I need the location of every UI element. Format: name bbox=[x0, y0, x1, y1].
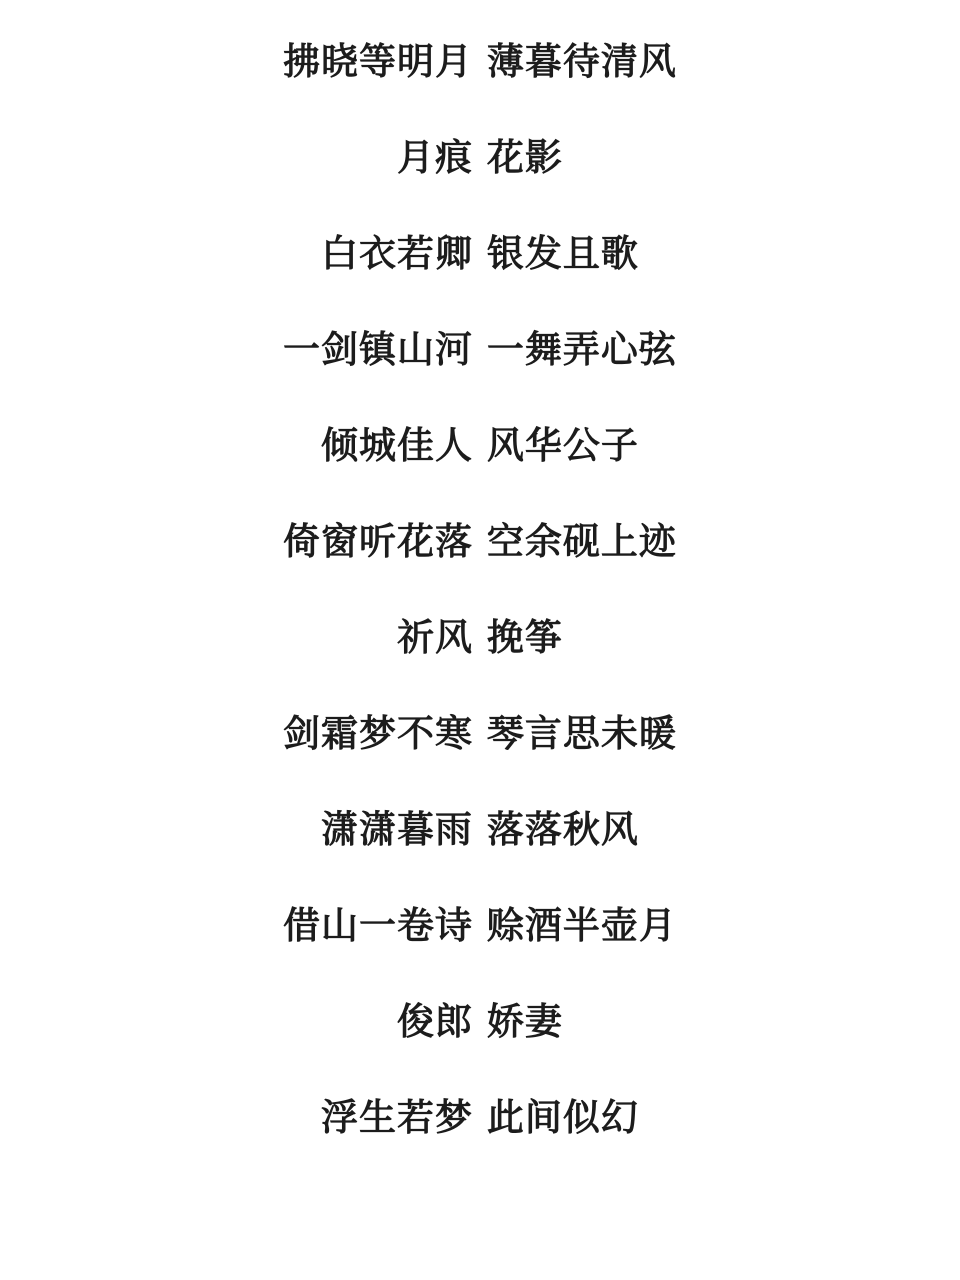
text-line: 浮生若梦 此间似幻 bbox=[321, 1096, 639, 1140]
text-line: 拂晓等明月 薄暮待清风 bbox=[283, 40, 677, 84]
text-line: 白衣若卿 银发且歌 bbox=[321, 232, 639, 276]
text-line: 祈风 挽筝 bbox=[397, 616, 563, 660]
text-line: 潇潇暮雨 落落秋风 bbox=[321, 808, 639, 852]
text-line: 借山一卷诗 赊酒半壶月 bbox=[283, 904, 677, 948]
text-line: 一剑镇山河 一舞弄心弦 bbox=[283, 328, 677, 372]
text-line: 倚窗听花落 空余砚上迹 bbox=[283, 520, 677, 564]
text-line: 倾城佳人 风华公子 bbox=[321, 424, 639, 468]
text-line: 剑霜梦不寒 琴言思未暖 bbox=[283, 712, 677, 756]
text-line: 俊郎 娇妻 bbox=[397, 1000, 563, 1044]
text-line: 月痕 花影 bbox=[397, 136, 563, 180]
